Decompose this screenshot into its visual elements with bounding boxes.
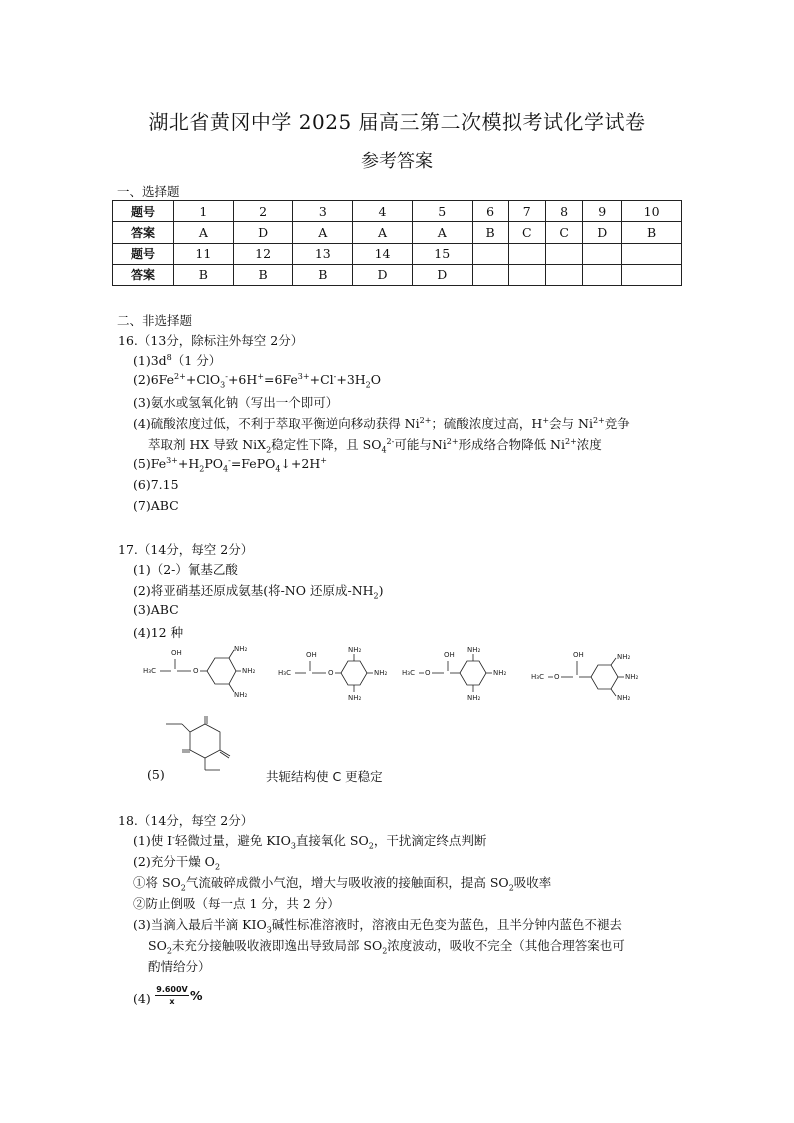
table-cell xyxy=(472,243,508,264)
struct-label: OH xyxy=(573,651,584,659)
q16-answer-1: $(1)3d^8(1$ 分） xyxy=(133,352,222,368)
table-header-cell: 答案 xyxy=(113,222,174,243)
q18-answer-3: (3)当滴入最后半滴 $KIO_3$碱性标准溶液时，溶液由无色变为蓝色，且半分钟内蓝色不褪去 xyxy=(133,917,622,935)
q18-answer-2-point1: ①将 $SO_2$气流破碎成微小气泡，增大与吸收液的接触面积，提高 $SO_2$吸收率 xyxy=(133,875,552,893)
table-cell: 1 xyxy=(174,201,234,222)
struct-label: NH₂ xyxy=(348,646,362,654)
table-cell: 3 xyxy=(293,201,353,222)
q16-answer-2: $(2)6Fe^{2+}+ClO_3^-+6H^+=6Fe^{3+}+Cl^-+3H_2O$ xyxy=(133,371,382,390)
table-cell xyxy=(583,264,622,285)
struct-label: OH xyxy=(306,651,317,659)
table-cell xyxy=(622,264,682,285)
structure-isomer-4 xyxy=(531,645,656,707)
q16-answer-5: $(5)Fe^{3+}+H_2PO_4^-=FePO_4↓+2H^+$ xyxy=(133,455,327,474)
table-header-cell: 答案 xyxy=(113,264,174,285)
q16-answer-6: (6)7.15 xyxy=(133,477,179,492)
table-cell: C xyxy=(545,222,582,243)
table-cell: 15 xyxy=(412,243,472,264)
struct-label: NH₂ xyxy=(617,694,631,702)
page-title: 湖北省黄冈中学 2025 届高三第二次模拟考试化学试卷 xyxy=(148,110,646,134)
struct-label: NH₂ xyxy=(242,667,256,675)
section-heading-nonchoice: 二、非选择题 xyxy=(117,313,193,328)
q17-heading: 17.（14分，每空 2分） xyxy=(118,542,254,557)
table-cell: D xyxy=(412,264,472,285)
table-cell xyxy=(508,264,545,285)
q16-answer-4-cont: 萃取剂 HX 导致 NiX$_2$稳定性下降，且 $SO_4^{2-}$可能与$Ni^{2+}$形成络合物降低 $Ni^{2+}$浓度 xyxy=(148,436,602,455)
q17-answer-1: (1)（2-）氰基乙酸 xyxy=(133,562,238,577)
struct-label: H₃C xyxy=(531,673,544,681)
page-subtitle: 参考答案 xyxy=(361,151,433,172)
table-cell: C xyxy=(508,222,545,243)
table-cell: 2 xyxy=(233,201,293,222)
q18-answer-4-unit: % xyxy=(190,988,203,1003)
q18-heading: 18.（14分，每空 2分） xyxy=(118,813,254,828)
q18-answer-1: (1)使 I-轻微过量，避免 $KIO_3$直接氧化 $SO_2$，干扰滴定终点判断 xyxy=(133,832,487,851)
struct-label: NH₂ xyxy=(617,653,631,661)
table-cell: A xyxy=(412,222,472,243)
table-cell: B xyxy=(174,264,234,285)
struct-label: NH₂ xyxy=(467,694,481,702)
struct-label: NH₂ xyxy=(493,669,507,677)
table-cell: B xyxy=(293,264,353,285)
struct-label: NH₂ xyxy=(234,691,248,699)
table-cell: 9 xyxy=(583,201,622,222)
struct-label: OH xyxy=(171,649,182,657)
struct-label: O xyxy=(554,673,560,681)
table-cell: B xyxy=(233,264,293,285)
structure-isomer-3 xyxy=(402,645,522,707)
table-cell: 14 xyxy=(353,243,413,264)
struct-label: NH₂ xyxy=(348,694,362,702)
table-header-cell: 题号 xyxy=(113,201,174,222)
structure-isomer-1 xyxy=(143,645,263,705)
q16-heading: 16.（13分，除标注外每空 2分） xyxy=(118,333,304,348)
structure-isomer-2 xyxy=(278,645,398,707)
table-cell: 10 xyxy=(622,201,682,222)
q16-answer-3: (3)氨水或氢氧化钠（写出一个即可） xyxy=(133,395,339,410)
table-cell: A xyxy=(353,222,413,243)
q16-answer-7: (7)ABC xyxy=(133,498,179,513)
table-cell: 4 xyxy=(353,201,413,222)
table-cell: 5 xyxy=(412,201,472,222)
table-cell: 8 xyxy=(545,201,582,222)
struct-label: H₃C xyxy=(278,669,291,677)
table-cell: 12 xyxy=(233,243,293,264)
table-cell: D xyxy=(583,222,622,243)
q17-answer-5-text: 共轭结构使 C 更稳定 xyxy=(266,769,383,784)
struct-label: NH₂ xyxy=(467,646,481,654)
table-row xyxy=(113,222,682,243)
table-row xyxy=(113,264,682,285)
q17-answer-3: (3)ABC xyxy=(133,602,179,617)
struct-label: O xyxy=(193,667,199,675)
struct-label: NH₂ xyxy=(625,673,639,681)
fraction-denominator: x xyxy=(169,997,175,1006)
table-cell: B xyxy=(472,222,508,243)
answer-table xyxy=(112,200,682,286)
struct-label: O xyxy=(425,669,431,677)
table-cell: D xyxy=(233,222,293,243)
table-row xyxy=(113,201,682,222)
table-cell xyxy=(622,243,682,264)
struct-label: NH₂ xyxy=(374,669,388,677)
table-header-cell: 题号 xyxy=(113,243,174,264)
table-cell: 6 xyxy=(472,201,508,222)
table-cell: 7 xyxy=(508,201,545,222)
table-cell xyxy=(545,243,582,264)
q17-answer-5-label: (5) xyxy=(147,767,165,782)
q17-answer-2: (2)将亚硝基还原成氨基(将-NO 还原成$-NH_2$) xyxy=(133,583,384,601)
q16-answer-4: (4)硫酸浓度过低，不利于萃取平衡逆向移动获得 $Ni^{2+}$；硫酸浓度过高，H+会与 $Ni^{2+}$竞争 xyxy=(133,415,630,431)
table-cell: A xyxy=(293,222,353,243)
table-cell: B xyxy=(622,222,682,243)
table-row xyxy=(113,243,682,264)
struct-label: OH xyxy=(444,651,455,659)
table-cell xyxy=(472,264,508,285)
section-heading-choice: 一、选择题 xyxy=(117,184,180,199)
table-cell xyxy=(545,264,582,285)
structure-compound-c xyxy=(160,712,250,784)
struct-label: H₃C xyxy=(402,669,415,677)
table-cell: 11 xyxy=(174,243,234,264)
q18-answer-4-label: (4) xyxy=(133,991,151,1006)
q18-answer-3-cont2: 酌情给分） xyxy=(148,959,211,974)
table-cell: D xyxy=(353,264,413,285)
table-cell xyxy=(583,243,622,264)
q18-answer-2-point2: ②防止倒吸（每一点 1 分，共 2 分） xyxy=(133,896,340,911)
struct-label: O xyxy=(328,669,334,677)
q18-answer-3-cont: $SO_2$未充分接触吸收液即逸出导致局部 $SO_2$浓度波动，吸收不完全（其他合理答案也可 xyxy=(148,938,625,956)
fraction-numerator: 9.600V xyxy=(156,985,188,994)
q18-answer-2: (2)充分干燥 $O_2$ xyxy=(133,854,221,872)
struct-label: H₃C xyxy=(143,667,156,675)
table-cell: 13 xyxy=(293,243,353,264)
q17-answer-4: (4)12 种 xyxy=(133,625,184,640)
table-cell xyxy=(508,243,545,264)
q18-answer-4-fraction xyxy=(155,985,189,1006)
table-cell: A xyxy=(174,222,234,243)
struct-label: NH₂ xyxy=(234,645,248,653)
